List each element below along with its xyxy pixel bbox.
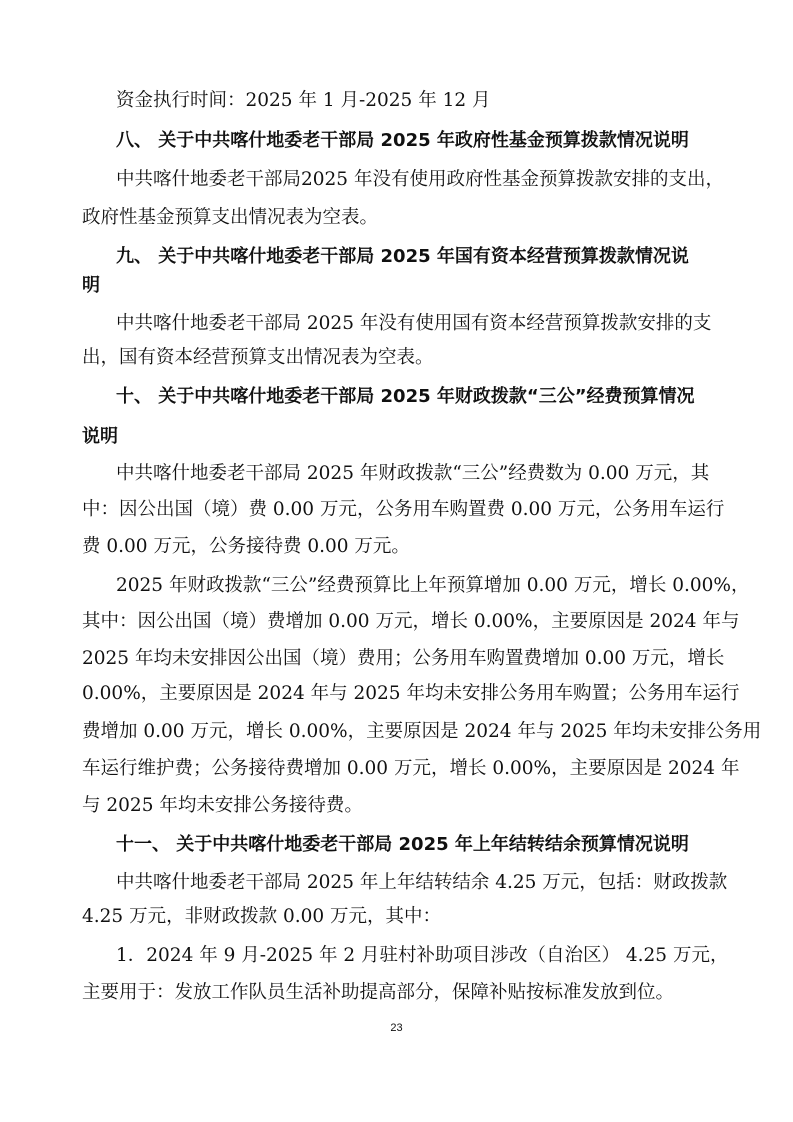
- text-line: 费 0.00 万元，公务接待费 0.00 万元。: [82, 536, 410, 557]
- text-line: 费增加 0.00 万元，增长 0.00%，主要原因是 2024 年与 2025 年均未安排公务用: [82, 721, 762, 742]
- page-number: 23: [390, 1022, 403, 1034]
- text-line: 中共喀什地委老干部局2025 年没有使用政府性基金预算拨款安排的支出，: [116, 169, 724, 190]
- text-line: 资金执行时间：2025 年 1 月-2025 年 12 月: [116, 90, 491, 111]
- section-heading-8: 八、 关于中共喀什地委老干部局 2025 年政府性基金预算拨款情况说明: [116, 130, 689, 151]
- text-line: 0.00%，主要原因是 2024 年与 2025 年均未安排公务用车购置；公务用车运行: [82, 683, 740, 704]
- text-line: 中共喀什地委老干部局 2025 年上年结转结余 4.25 万元，包括：财政拨款: [116, 872, 728, 893]
- section-heading-10-cont: 说明: [82, 426, 118, 447]
- text-line: 车运行维护费；公务接待费增加 0.00 万元，增长 0.00%，主要原因是 2024 年: [82, 758, 740, 779]
- text-line: 中共喀什地委老干部局 2025 年没有使用国有资本经营预算拨款安排的支: [116, 313, 712, 334]
- section-heading-9-cont: 明: [82, 275, 100, 296]
- text-line: 其中：因公出国（境）费增加 0.00 万元，增长 0.00%，主要原因是 2024 年与: [82, 611, 740, 632]
- text-line: 2025 年均未安排因公出国（境）费用；公务用车购置费增加 0.00 万元，增长: [82, 648, 725, 669]
- text-line: 1．2024 年 9 月-2025 年 2 月驻村补助项目涉改（自治区） 4.25 万元，: [116, 945, 729, 966]
- section-heading-9: 九、 关于中共喀什地委老干部局 2025 年国有资本经营预算拨款情况说: [116, 246, 689, 267]
- text-line: 与 2025 年均未安排公务接待费。: [82, 795, 363, 816]
- section-heading-10: 十、 关于中共喀什地委老干部局 2025 年财政拨款“三公”经费预算情况: [116, 386, 695, 407]
- text-line: 政府性基金预算支出情况表为空表。: [82, 207, 379, 228]
- text-line: 4.25 万元，非财政拨款 0.00 万元，其中：: [82, 906, 442, 927]
- text-line: 中共喀什地委老干部局 2025 年财政拨款“三公”经费数为 0.00 万元，其: [116, 463, 710, 484]
- text-line: 主要用于：发放工作队员生活补助提高部分，保障补贴按标准发放到位。: [82, 982, 675, 1003]
- text-line: 2025 年财政拨款“三公”经费预算比上年预算增加 0.00 万元，增长 0.00%，: [116, 575, 750, 596]
- section-heading-11: 十一、 关于中共喀什地委老干部局 2025 年上年结转结余预算情况说明: [116, 834, 689, 855]
- text-line: 出，国有资本经营预算支出情况表为空表。: [82, 347, 434, 368]
- text-line: 中：因公出国（境）费 0.00 万元，公务用车购置费 0.00 万元，公务用车运行: [82, 499, 725, 520]
